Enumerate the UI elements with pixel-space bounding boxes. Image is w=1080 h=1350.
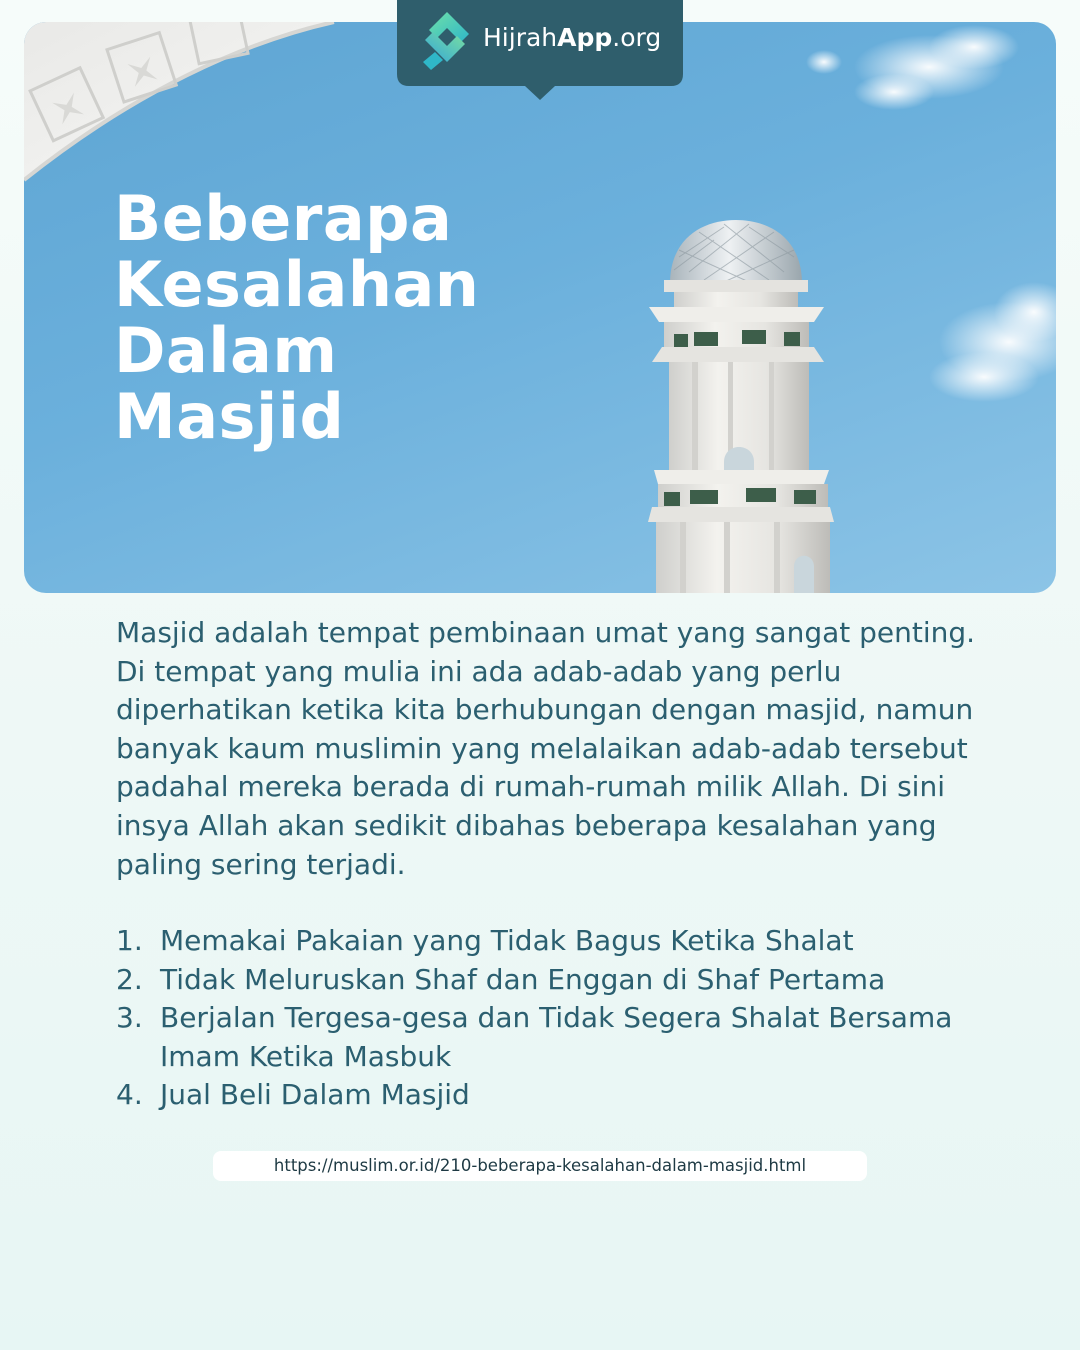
cloud-right	[929, 282, 1056, 402]
hero-title	[114, 182, 480, 453]
list-item	[116, 922, 996, 961]
brand-name	[483, 22, 661, 54]
minaret-tower	[648, 220, 834, 593]
brand-name-part: Hijrah	[483, 23, 558, 52]
list-item-text: Berjalan Tergesa-gesa dan Tidak Segera Shalat Bersama Imam Ketika Masbuk	[160, 1001, 953, 1073]
list-item-number: 1.	[116, 924, 143, 957]
hero-title-line: Beberapa	[114, 182, 453, 255]
hijrahapp-logo-icon	[417, 8, 477, 70]
list-item	[116, 999, 996, 1076]
list-item-number: 4.	[116, 1078, 143, 1112]
hero-title-line: Dalam	[114, 314, 338, 387]
list-item-number: 2.	[116, 962, 143, 996]
list-item-text: Memakai Pakaian yang Tidak Bagus Ketika Shalat	[160, 924, 854, 957]
hero-title-line: Masjid	[114, 380, 345, 453]
list-item-number: 3.	[116, 1001, 143, 1035]
hero-title-line: Kesalahan	[114, 248, 480, 321]
brand-logo-tab	[397, 0, 683, 100]
brand-name-part: .org	[612, 23, 662, 52]
list-item	[116, 1076, 996, 1115]
list-item-text: Jual Beli Dalam Masjid	[160, 1078, 470, 1112]
mosque-arch-ornament	[24, 22, 334, 180]
source-url-link[interactable]: https://muslim.or.id/210-beberapa-kesalahan-dalam-masjid.html	[213, 1151, 867, 1181]
hero-banner	[24, 22, 1056, 593]
list-item-text: Tidak Meluruskan Shaf dan Enggan di Shaf Pertama	[160, 962, 886, 996]
list-item	[116, 961, 996, 1000]
cloud-top-right	[806, 25, 1019, 110]
intro-paragraph: Masjid adalah tempat pembinaan umat yang sangat penting. Di tempat yang mulia ini ada adab-adab yang perlu diperhatikan ketika kita berhubungan dengan masjid, namun banyak kaum muslimin yang melalaikan adab-adab tersebut padahal mereka berada di rumah-rumah milik Allah. Di sini insya Allah akan sedikit dibahas beberapa kesalahan yang paling sering terjadi.	[116, 616, 976, 881]
brand-name-part: App	[557, 23, 613, 52]
mistakes-list	[116, 922, 996, 1115]
